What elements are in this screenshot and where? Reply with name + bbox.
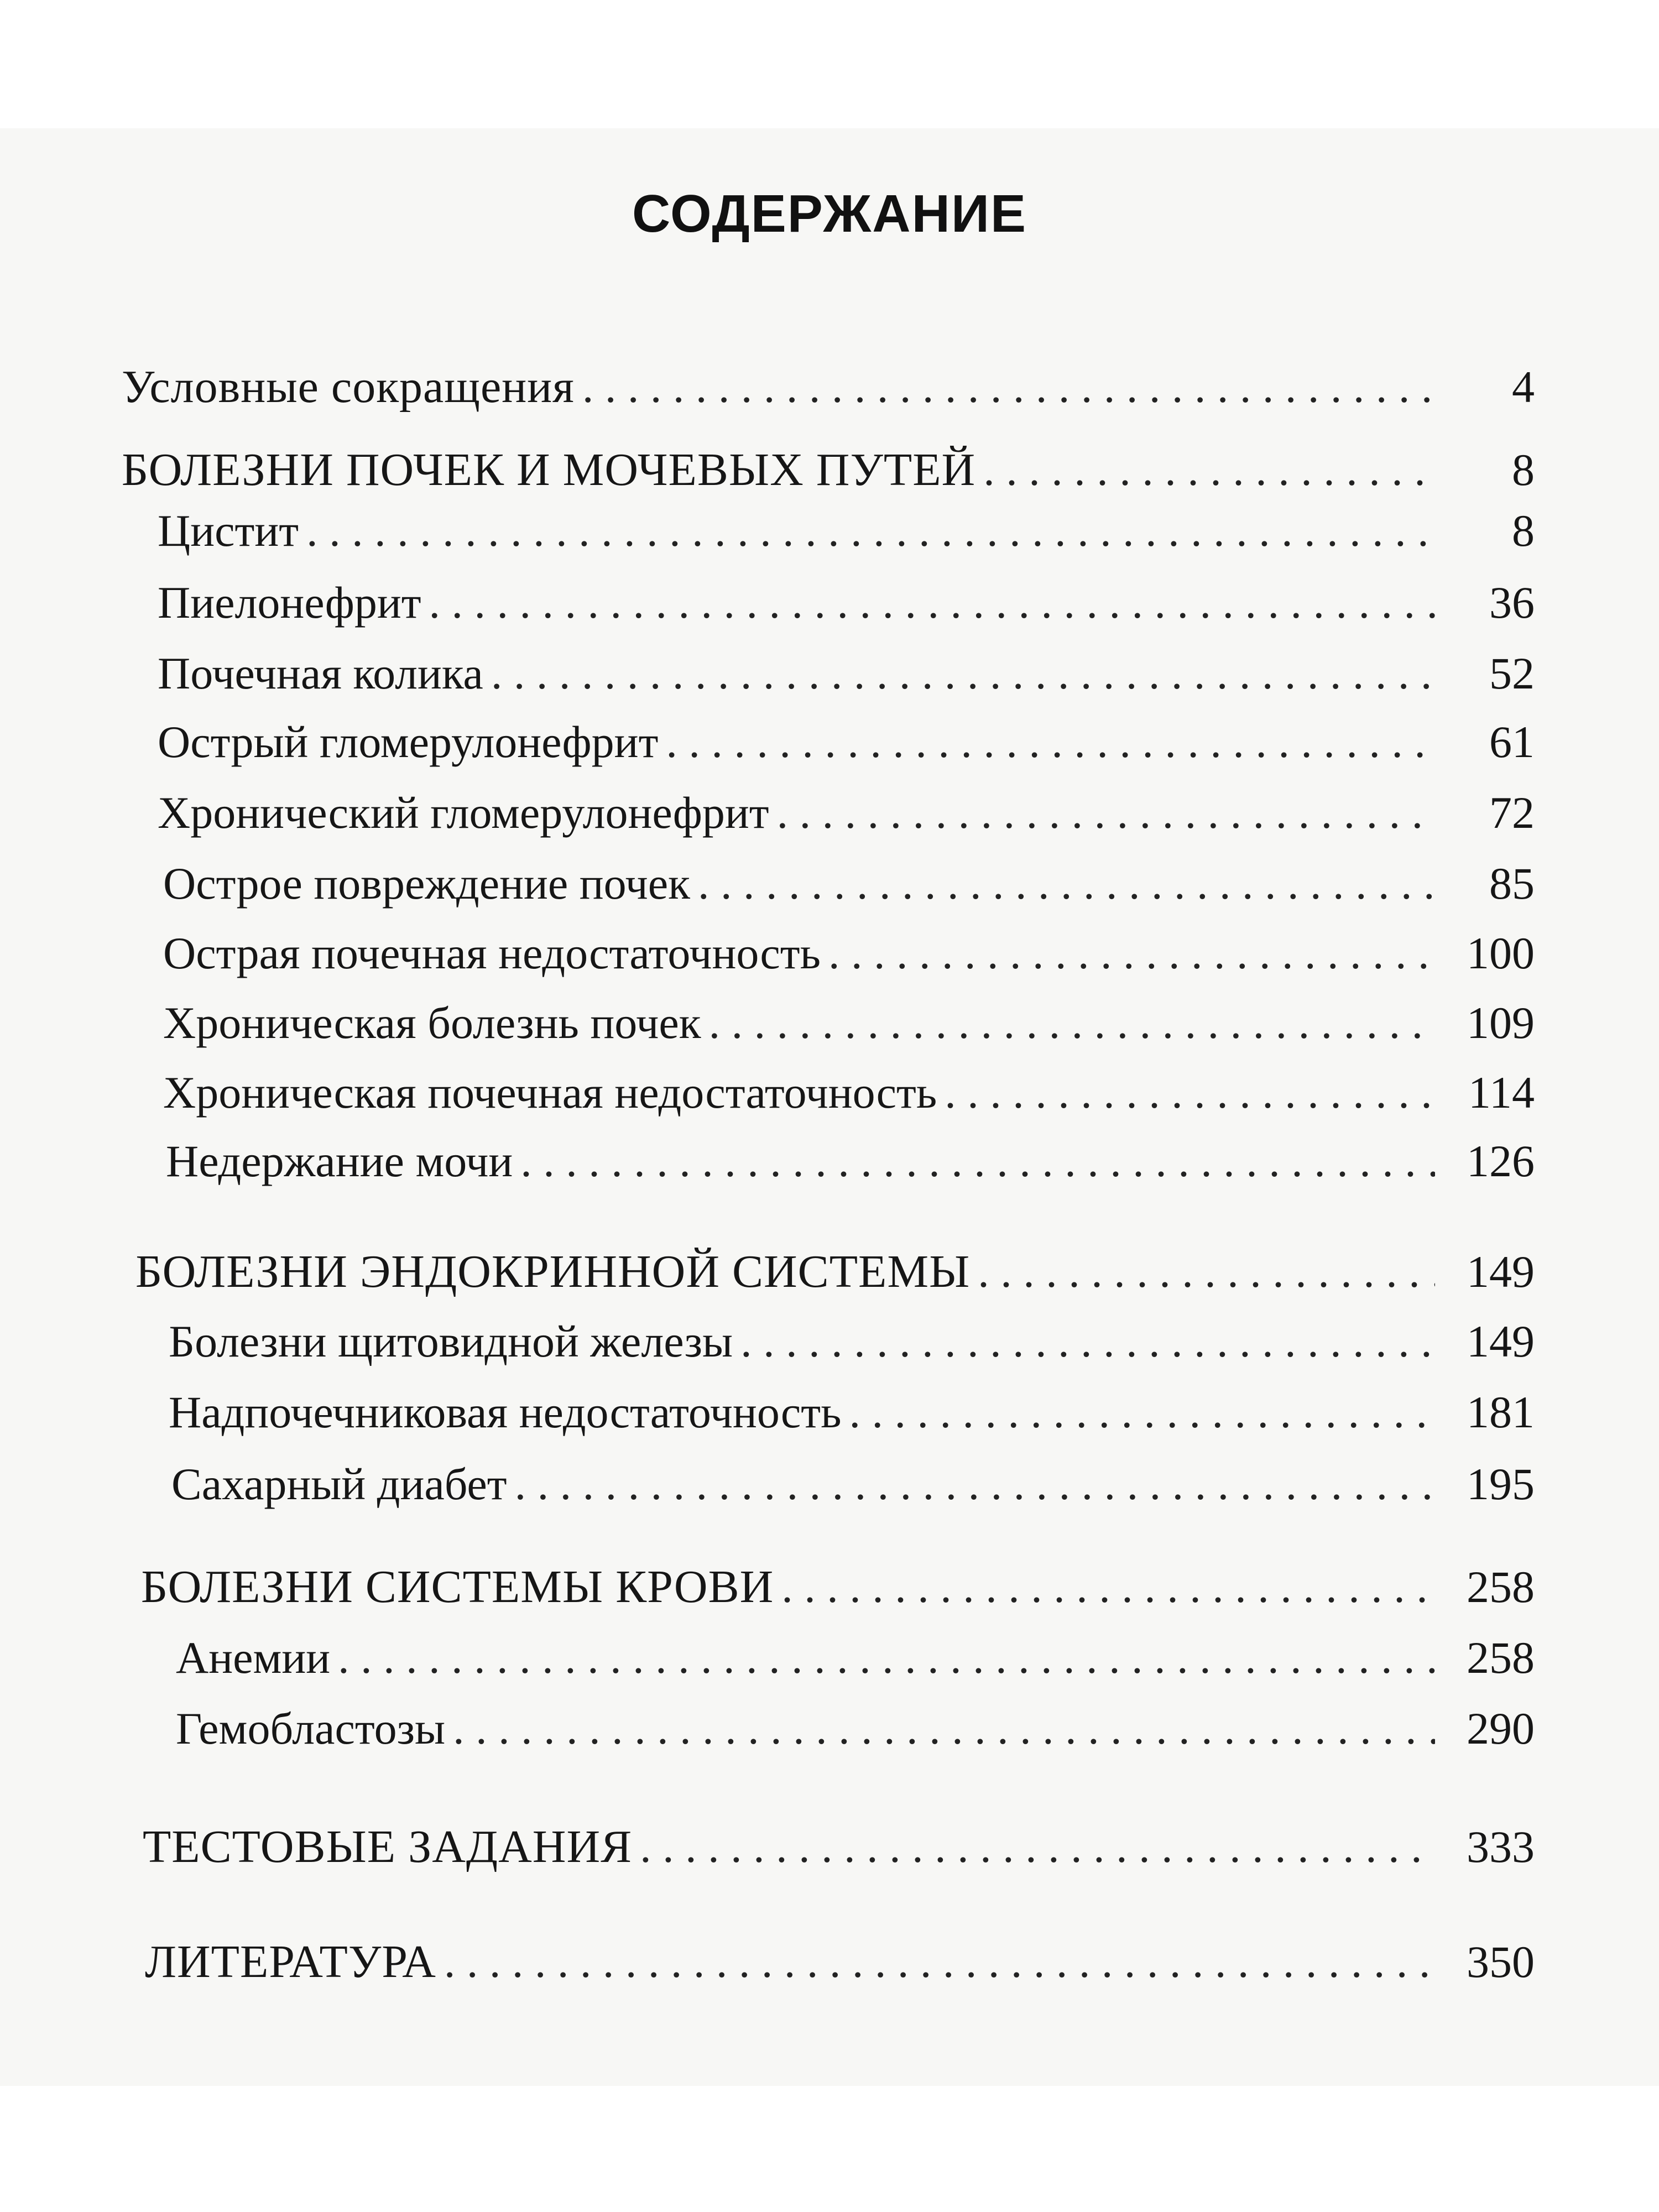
- toc-page-number: 149: [1467, 1316, 1535, 1366]
- toc-entry-label: ТЕСТОВЫЕ ЗАДАНИЯ: [143, 1821, 633, 1872]
- toc-entry-label: Пиелонефрит: [158, 577, 421, 628]
- toc-section-row: [143, 1814, 1535, 1880]
- toc-entry-label: БОЛЕЗНИ СИСТЕМЫ КРОВИ: [141, 1561, 774, 1613]
- toc-subsection-row: [158, 780, 1535, 846]
- toc-page-number: 195: [1467, 1459, 1535, 1509]
- dot-leader: [515, 1451, 1435, 1517]
- toc-page-number: 85: [1489, 858, 1535, 909]
- toc-entry-label: БОЛЕЗНИ ПОЧЕК И МОЧЕВЫХ ПУТЕЙ: [122, 444, 976, 495]
- toc-entry-label: Недержание мочи: [166, 1136, 513, 1186]
- page-title: СОДЕРЖАНИЕ: [632, 184, 1027, 243]
- toc-page-number: 181: [1467, 1387, 1535, 1437]
- toc-subsection-row: [169, 1308, 1535, 1375]
- dot-leader: [777, 780, 1435, 846]
- dot-leader: [520, 1128, 1435, 1194]
- toc-subsection-row: [163, 990, 1535, 1056]
- dot-leader: [666, 709, 1435, 775]
- dot-leader: [740, 1308, 1435, 1375]
- toc-entry-label: Острый гломерулонефрит: [158, 717, 659, 767]
- toc-page-number: 36: [1489, 577, 1535, 628]
- toc-subsection-row: [158, 640, 1535, 707]
- toc-entry-label: Надпочечниковая недостаточность: [169, 1387, 842, 1437]
- toc-subsection-row: [163, 920, 1535, 987]
- toc-section-row: [145, 1929, 1535, 1995]
- dot-leader: [781, 1554, 1435, 1620]
- dot-leader: [698, 851, 1435, 917]
- toc-page-number: 61: [1489, 717, 1535, 767]
- toc-page-number: 109: [1467, 998, 1535, 1048]
- dot-leader: [945, 1060, 1435, 1126]
- dot-leader: [640, 1814, 1435, 1880]
- toc-subsection-row: [158, 570, 1535, 636]
- toc-page-number: 100: [1467, 928, 1535, 978]
- dot-leader: [429, 570, 1435, 636]
- toc-page-number: 52: [1489, 648, 1535, 698]
- toc-entry-label: Анемии: [176, 1632, 331, 1683]
- toc-subsection-row: [176, 1625, 1535, 1691]
- toc-section-row: [141, 1554, 1535, 1620]
- toc-page-number: 126: [1467, 1136, 1535, 1186]
- toc-subsection-row: [176, 1695, 1535, 1762]
- toc-page-number: 8: [1512, 445, 1535, 495]
- toc-page-number: 258: [1467, 1562, 1535, 1612]
- dot-leader: [453, 1695, 1435, 1762]
- toc-entry-label: Почечная колика: [158, 648, 483, 698]
- toc-subsection-row: [158, 498, 1535, 564]
- toc-page-number: 114: [1468, 1067, 1535, 1118]
- toc-entry-label: Цистит: [158, 505, 299, 556]
- dot-leader: [828, 920, 1435, 987]
- toc-subsection-row: [163, 1060, 1535, 1126]
- toc-section-row: [122, 354, 1535, 420]
- toc-page-number: 258: [1467, 1632, 1535, 1683]
- dot-leader: [444, 1929, 1435, 1995]
- toc-page-number: 290: [1467, 1703, 1535, 1754]
- dot-leader: [491, 640, 1435, 707]
- toc-page-number: 149: [1467, 1246, 1535, 1297]
- toc-entry-label: Условные сокращения: [122, 361, 575, 413]
- toc-page-number: 4: [1512, 362, 1535, 412]
- toc-entry-label: Хроническая болезнь почек: [163, 998, 701, 1048]
- dot-leader: [306, 498, 1435, 564]
- toc-entry-label: БОЛЕЗНИ ЭНДОКРИННОЙ СИСТЕМЫ: [135, 1246, 971, 1297]
- toc-subsection-row: [163, 851, 1535, 917]
- dot-leader: [709, 990, 1435, 1056]
- toc-entry-label: Острая почечная недостаточность: [163, 928, 821, 978]
- dot-leader: [582, 354, 1435, 420]
- toc-entry-label: Острое повреждение почек: [163, 858, 691, 909]
- toc-entry-label: ЛИТЕРАТУРА: [145, 1936, 436, 1987]
- toc-subsection-row: [158, 709, 1535, 775]
- toc-section-row: [135, 1239, 1535, 1305]
- toc-entry-label: Хронический гломерулонефрит: [158, 787, 769, 838]
- toc-entry-label: Сахарный диабет: [171, 1459, 507, 1509]
- toc-subsection-row: [171, 1451, 1535, 1517]
- toc-entry-label: Гемобластозы: [176, 1703, 446, 1754]
- toc-subsection-row: [166, 1128, 1535, 1194]
- toc-subsection-row: [169, 1379, 1535, 1446]
- toc-page-number: 333: [1467, 1822, 1535, 1872]
- dot-leader: [338, 1625, 1435, 1691]
- dot-leader: [978, 1239, 1435, 1305]
- dot-leader: [983, 437, 1435, 503]
- toc-page-number: 8: [1512, 505, 1535, 556]
- toc-section-row: [122, 437, 1535, 503]
- toc-entry-label: Хроническая почечная недостаточность: [163, 1067, 937, 1118]
- dot-leader: [849, 1379, 1435, 1446]
- toc-entry-label: Болезни щитовидной железы: [169, 1316, 733, 1366]
- toc-page-number: 72: [1489, 787, 1535, 838]
- toc-page-number: 350: [1467, 1937, 1535, 1987]
